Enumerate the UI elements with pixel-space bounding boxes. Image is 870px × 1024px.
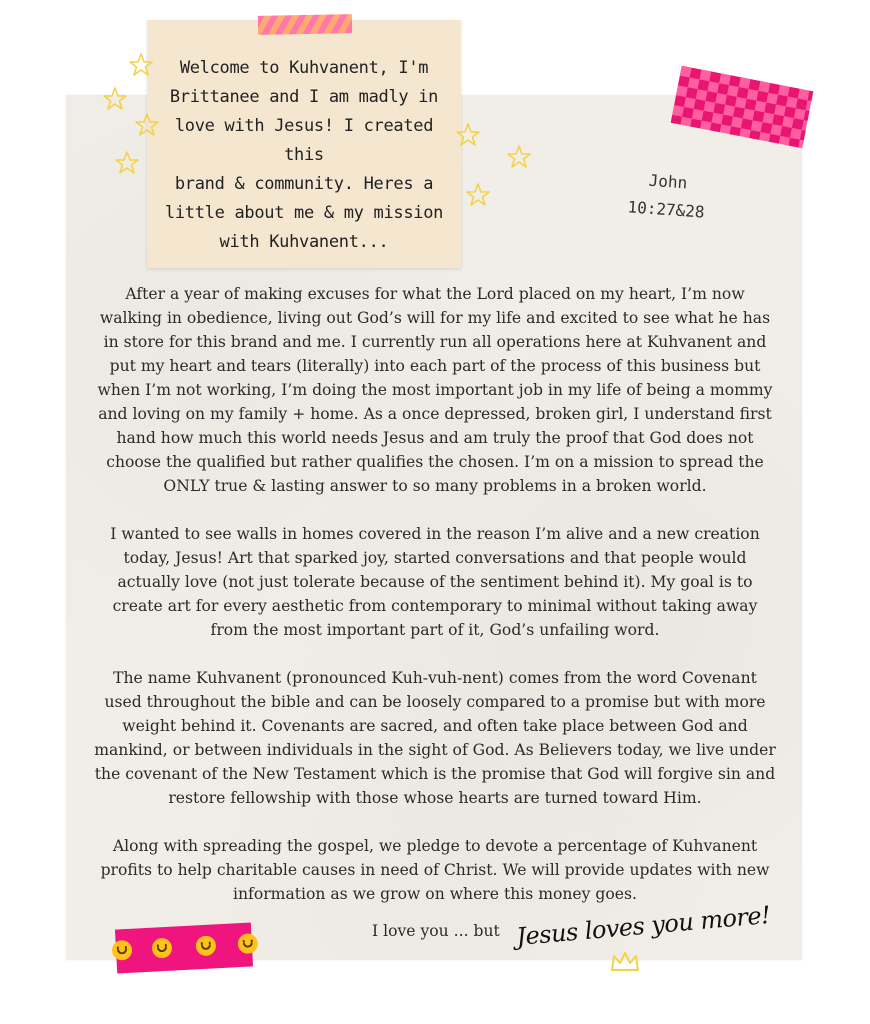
intro-line: Welcome to Kuhvanent, I'm <box>179 58 429 78</box>
paragraph: The name Kuhvanent (pronounced Kuh-vuh-nent) comes from the word Covenant used throughout the bible and can be loosely compared to a promise but with more weight behind it. Covenants are sacred, and often take place between God and mankind, or between individuals in the sight of God. As Believers today, we live under the covenant of the New Testament which is the promise that God will forgive sin and restore fellowship with those whose hearts are turned toward Him. <box>94 669 776 807</box>
intro-line: love with Jesus! I created this <box>174 116 434 165</box>
star-icon <box>455 122 481 148</box>
smiley-icon <box>112 940 133 961</box>
intro-line: brand & community. Heres a <box>174 174 434 194</box>
paragraph: After a year of making excuses for what the Lord placed on my heart, I’m now walking in obedience, living out God’s will for my life and excited to see what he has in store for this brand and me. I currently run all operations here at Kuhvanent and put my heart and tears (literally) into each part of the process of this business but when I’m not working, I’m doing the most important job in my life of being a mommy and loving on my family + home. As a once depressed, broken girl, I understand first hand how much this world needs Jesus and am truly the proof that God does not choose the qualified but rather qualifies the chosen. I’m on a mission to spread the ONLY true & lasting answer to so many problems in a broken world. <box>97 285 773 495</box>
verse-numbers: 10:27&28 <box>626 197 706 222</box>
intro-line: little about me & my mission <box>164 203 444 223</box>
intro-note <box>147 20 461 268</box>
paragraph: I wanted to see walls in homes covered in the reason I’m alive and a new creation today, Jesus! Art that sparked joy, started conversations and that people would actually love (not just tolerate because of the sentiment behind it). My goal is to create art for every aesthetic from contemporary to minimal without taking away from the most important part of it, God’s unfailing word. <box>110 525 760 639</box>
signature: Jesus loves you more! <box>515 900 772 952</box>
smiley-tape <box>115 922 253 973</box>
about-body <box>92 282 778 930</box>
star-icon <box>134 112 160 138</box>
smiley-icon <box>195 935 216 956</box>
washi-tape-top <box>258 14 352 35</box>
star-icon <box>465 182 491 208</box>
intro-note-text <box>161 54 447 257</box>
intro-line: with Kuhvanent... <box>219 232 389 252</box>
paragraph: Along with spreading the gospel, we pledge to devote a percentage of Kuhvanent profits to help charitable causes in need of Christ. We will provide updates with new information as we grow on where this money goes. <box>100 837 770 903</box>
crown-icon <box>609 950 641 974</box>
star-icon <box>102 86 128 112</box>
smiley-icon <box>151 938 172 959</box>
intro-line: Brittanee and I am madly in <box>169 87 439 107</box>
star-icon <box>128 52 154 78</box>
star-icon <box>114 150 140 176</box>
verse-book: John <box>648 170 688 193</box>
verse-reference <box>610 164 724 228</box>
closing-text: I love you ... but <box>372 922 500 940</box>
star-icon <box>506 144 532 170</box>
